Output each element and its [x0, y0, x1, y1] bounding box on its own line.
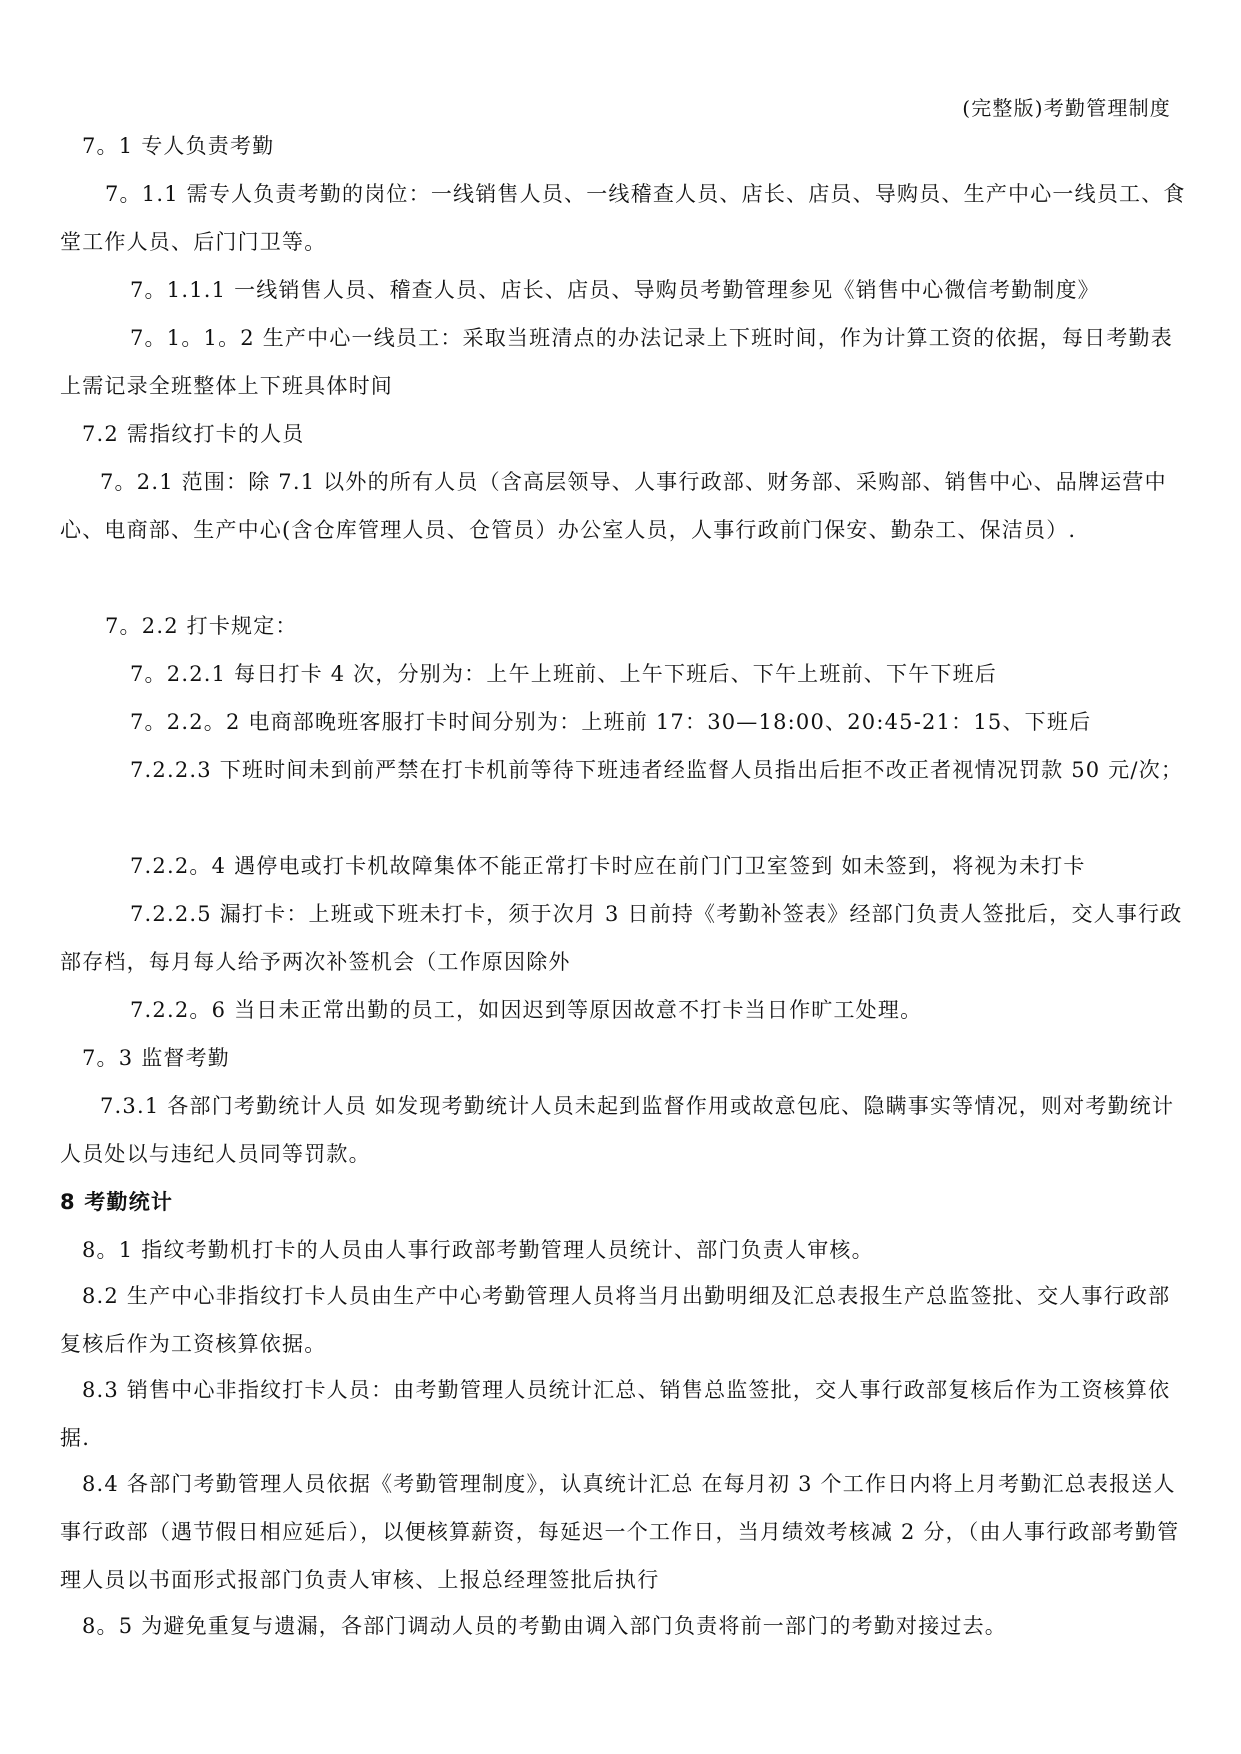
paragraph-8-1: 8。1 指纹考勤机打卡的人员由人事行政部考勤管理人员统计、部门负责人审核。	[82, 1238, 874, 1262]
paragraph-8-3: 8.3 销售中心非指纹打卡人员：由考勤管理人员统计汇总、销售总监签批，交人事行政部复核后作为工资核算依据.	[60, 1378, 1171, 1450]
paragraph-7-2-1: 7。2.1 范围：除 7.1 以外的所有人员（含高层领导、人事行政部、财务部、采购部、销售中心、品牌运营中心、电商部、生产中心(含仓库管理人员、仓管员）办公室人员，人事行政前门保安、勤杂工、保洁员）.	[60, 470, 1167, 542]
paragraph-7-3-1: 7.3.1 各部门考勤统计人员 如发现考勤统计人员未起到监督作用或故意包庇、隐瞒事实等情况，则对考勤统计人员处以与违纪人员同等罚款。	[60, 1094, 1175, 1166]
paragraph-8-4: 8.4 各部门考勤管理人员依据《考勤管理制度》，认真统计汇总 在每月初 3 个工作日内将上月考勤汇总表报送人事行政部（遇节假日相应延后），以便核算薪资，每延迟一个工作日，当月绩效考核减 2 分，（由人事行政部考勤管理人员以书面形式报部门负责人审核、上报总经理签批后执行	[60, 1472, 1180, 1592]
section-heading-8: 8 考勤统计	[60, 1190, 174, 1214]
paragraph-7-2-2-5: 7.2.2.5 漏打卡：上班或下班未打卡，须于次月 3 日前持《考勤补签表》经部门负责人签批后，交人事行政部存档，每月每人给予两次补签机会（工作原因除外	[60, 902, 1183, 974]
paragraph-7-2: 7.2 需指纹打卡的人员	[82, 422, 305, 446]
paragraph-7-2-2-2: 7。2.2。2 电商部晚班客服打卡时间分别为：上班前 17：30—18:00、20:45-21：15、下班后	[130, 710, 1092, 734]
paragraph-7-2-2: 7。2.2 打卡规定：	[105, 614, 298, 638]
paragraph-7-2-2-1: 7。2.2.1 每日打卡 4 次，分别为：上午上班前、上午下班后、下午上班前、下午下班后	[130, 662, 997, 686]
paragraph-7-2-2-4: 7.2.2。4 遇停电或打卡机故障集体不能正常打卡时应在前门门卫室签到 如未签到，将视为未打卡	[130, 854, 1086, 878]
paragraph-7-1-1-1: 7。1.1.1 一线销售人员、稽查人员、店长、店员、导购员考勤管理参见《销售中心微信考勤制度》	[130, 278, 1100, 302]
paragraph-7-2-2-6: 7.2.2。6 当日未正常出勤的员工，如因迟到等原因故意不打卡当日作旷工处理。	[130, 998, 923, 1022]
document-header-title: (完整版)考勤管理制度	[962, 96, 1171, 120]
paragraph-7-1: 7。1 专人负责考勤	[82, 134, 275, 158]
paragraph-7-1-1-2: 7。1。1。2 生产中心一线员工：采取当班清点的办法记录上下班时间，作为计算工资的依据，每日考勤表上需记录全班整体上下班具体时间	[60, 326, 1173, 398]
paragraph-7-1-1: 7。1.1 需专人负责考勤的岗位：一线销售人员、一线稽查人员、店长、店员、导购员、生产中心一线员工、食堂工作人员、后门门卫等。	[60, 182, 1186, 254]
paragraph-7-2-2-3: 7.2.2.3 下班时间未到前严禁在打卡机前等待下班违者经监督人员指出后拒不改正者视情况罚款 50 元/次；	[130, 758, 1184, 782]
paragraph-8-2: 8.2 生产中心非指纹打卡人员由生产中心考勤管理人员将当月出勤明细及汇总表报生产总监签批、交人事行政部复核后作为工资核算依据。	[60, 1284, 1171, 1356]
paragraph-8-5: 8。5 为避免重复与遗漏，各部门调动人员的考勤由调入部门负责将前一部门的考勤对接过去。	[82, 1614, 1007, 1638]
paragraph-7-3: 7。3 监督考勤	[82, 1046, 230, 1070]
